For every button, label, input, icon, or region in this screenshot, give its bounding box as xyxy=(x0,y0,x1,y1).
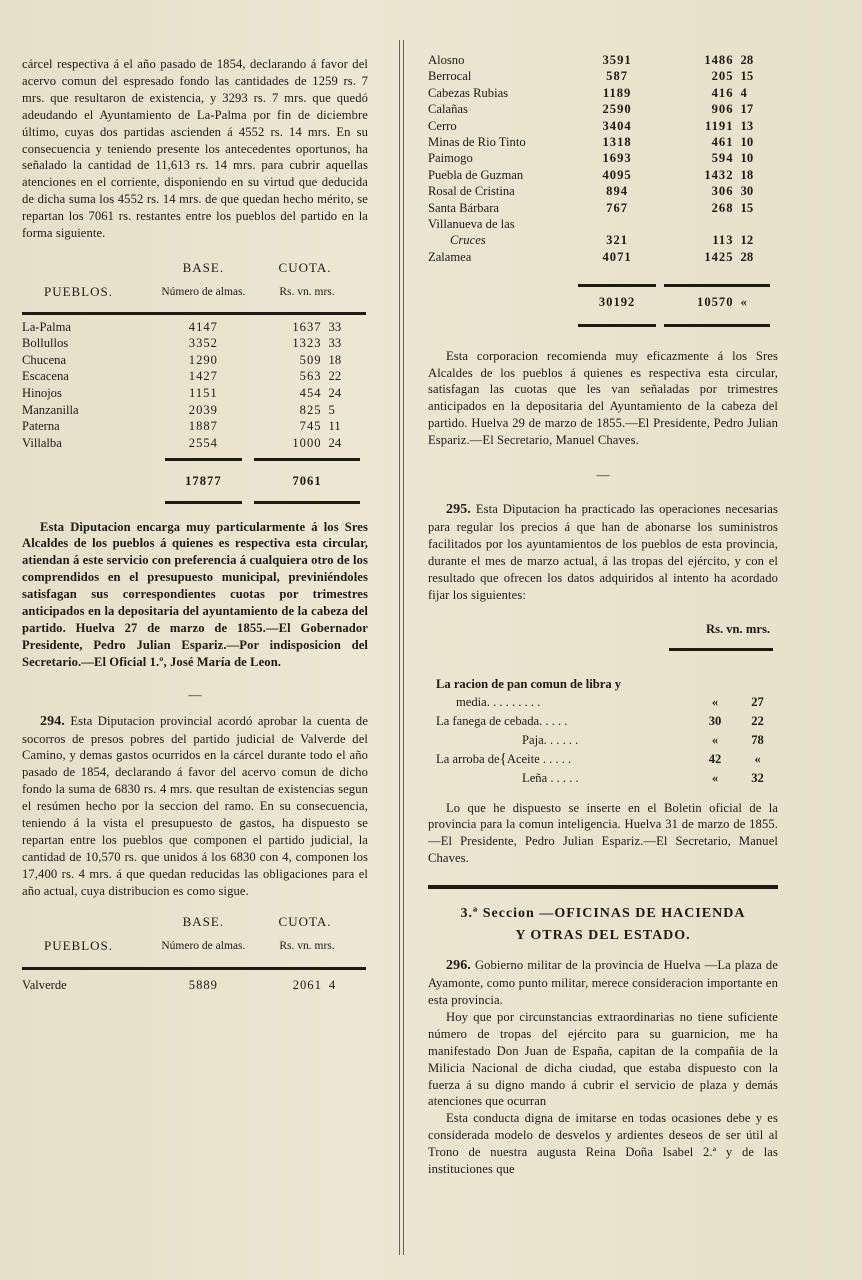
table-row: Puebla de Guzman 4095 1432 18 xyxy=(428,167,754,182)
table-row: Rosal de Cristina 894 306 30 xyxy=(428,184,754,199)
col-cuota-header: CUOTA. xyxy=(278,259,332,275)
table-row: La-Palma 4147 1637 33 xyxy=(22,319,342,334)
table-row: Chucena 1290 509 18 xyxy=(22,352,342,367)
section-title-line2: Y OTRAS DEL ESTADO. xyxy=(515,928,691,944)
paragraph-296-b: Hoy que por circunstancias extraordinarias no tiene suficiente número de tropas del ejército para su guarnicion, me ha manifestado Don Juan de España, capitan de la compañia de la Milicia Nacional de dicha ciudad, que estaba dispuesto con la fuerza á su digno mando á cubrir el servicio de plaza y demás atenciones que ocurran xyxy=(428,1009,778,1109)
paragraph-296: 296. Gobierno militar de la provincia de Huelva —La plaza de Ayamonte, como punto militar, merece consideracion importante en esta provincia. xyxy=(428,958,779,1007)
paragraph-295: 295. Esta Diputacion ha practicado las operaciones necesarias para regular los precios á que han de abonarse los suministros facilitados por los ayuntamientos de los pueblos de esta provincia, durante el mes de marzo actual, á las tropas del ejército, y con el resultado que ofrecen los datos adquiridos al intento ha acordado fijar los siguientes: xyxy=(428,502,778,602)
table-header-rule xyxy=(22,967,366,970)
paragraph-corporacion: Esta corporacion recomienda muy eficazmente á los Sres Alcaldes de los pueblos á quienes es respectiva esta circular, satisfagan las cuotas que les van señaladas por trimestres anticipados en la depositaria del Ayuntamiento de la cabeza del partido. Huelva 29 de marzo de 1855.—El Presidente, Pedro Julian Espariz.—El Secretario, Manuel Chaves. xyxy=(428,348,778,448)
distribution-table-valverde xyxy=(22,914,366,997)
col-base-subheader: Número de almas. xyxy=(161,939,246,952)
col-base-header: BASE. xyxy=(182,913,225,929)
price-row: Leña . . . . . « 32 xyxy=(522,770,764,785)
price-row: La fanega de cebada. . . . . 30 22 xyxy=(436,713,764,728)
table-row: Santa Bárbara 767 268 15 xyxy=(428,200,754,215)
table-row: Hinojos 1151 454 24 xyxy=(22,385,342,400)
paragraph-encarga: Esta Diputacion encarga muy particularmente á los Sres Alcaldes de los pueblos á quienes es respectiva esta circular, atiendan á este servicio con preferencia á cualquiera otro de los comprendidos en el presupuesto municipal, previniéndoles satisfagan sus correspondientes cuotas por trimestres anticipados en la depositaria del ayuntamiento de la cabeza del partido. Huelva 27 de marzo de 1855.—El Gobernador Presidente, Pedro Julian Espariz.—Por indisposicion del Secretario.—El Oficial 1.º, José María de Leon. xyxy=(22,519,368,669)
price-table-header: Rs. vn. mrs. xyxy=(705,622,770,637)
intro-paragraph: cárcel respectiva á el año pasado de 1854, declarando á favor del acervo comun del espresado fondo las cantidades de 1259 rs. 7 mrs. que resultaron de existencia, y 3293 rs. 7 mrs. que quedó adeudando el Ayuntamiento de La-Palma por fin de diciembre último, cuyas dos partidas ascienden á 4552 rs. 14 mrs. En su consecuencia y teniendo presente los antecedentes oportunos, ha señalado la cantidad de 11,613 rs. 14 mrs. para cubrir aquellas atenciones en el corriente, disponiendo en su virtud que deducida de dicha suma los 4552 rs. 14 mrs. de que quedan hecho mérito, se repartan los 7061 rs. restantes entre los pueblos del partido en la forma siguiente. xyxy=(22,57,368,241)
table-row: Valverde 5889 2061 4 xyxy=(22,977,336,992)
table-row: Bollullos 3352 1323 33 xyxy=(22,336,342,351)
section-title-line1: 3.ª Seccion —OFICINAS DE HACIENDA xyxy=(460,906,746,922)
table-header-rule xyxy=(22,312,366,315)
section-dash: — xyxy=(596,467,610,483)
arroba-label: La arroba de xyxy=(436,751,500,766)
col-base-subheader: Número de almas. xyxy=(161,286,246,299)
section-rule xyxy=(428,885,778,889)
right-column xyxy=(428,0,778,1178)
col-base-header: BASE. xyxy=(182,259,225,275)
col-cuota-subheader: Rs. vn. mrs. xyxy=(279,939,335,952)
item-number-296: 296. xyxy=(446,958,471,974)
section-dash: — xyxy=(188,686,202,702)
total-cuota: 10570 xyxy=(697,295,734,310)
price-row: La racion de pan comun de libra y xyxy=(436,676,622,691)
table-row: Paterna 1887 745 11 xyxy=(22,419,341,434)
total-base: 17877 xyxy=(185,473,222,488)
col-cuota-subheader: Rs. vn. mrs. xyxy=(279,286,335,299)
column-divider xyxy=(399,40,404,1255)
table-row: Paimogo 1693 594 10 xyxy=(428,151,754,166)
distribution-table-continued xyxy=(428,52,774,334)
paragraph-294: 294. Esta Diputacion provincial acordó aprobar la cuenta de socorros de presos pobres del partido judicial de Valverde del Camino, y demas gastos ocurridos en la cárcel durante todo el año pasado de 1854, declarando á favor del acervo comun de dicho fondo la suma de 6830 rs. 4 mrs. que resultan de existencias segun el resúmen hecho por la seccion del ramo. En su consecuencia, teniendo á la vista el presupuesto de gastos, ha dispuesto se repartan entre los pueblos que componen el partido judicial, la cantidad de 10,570 rs. que unidos á los 6830 con 4, componen los 17,400 rs. 4 mrs. á que quedan reducidas las obligaciones para el año actual, cuya distribucion es como sigue. xyxy=(22,713,369,898)
total-mrs: « xyxy=(740,295,747,310)
table-row: Calañas 2590 906 17 xyxy=(428,102,754,117)
table-row: Berrocal 587 205 15 xyxy=(428,69,754,84)
table-row: Escacena 1427 563 22 xyxy=(22,369,342,384)
price-row: media. . . . . . . . . « 27 xyxy=(456,694,764,709)
table-row: Cerro 3404 1191 13 xyxy=(428,118,754,133)
brace-icon: { xyxy=(499,750,507,767)
distribution-table-la-palma xyxy=(22,260,366,511)
table-row: Villalba 2554 1000 24 xyxy=(22,435,342,450)
item-number-294: 294. xyxy=(40,713,65,729)
item-number-295: 295. xyxy=(446,502,471,518)
paragraph-dispuesto: Lo que he dispuesto se inserte en el Boletin oficial de la provincia para la comun inteligencia. Huelva 31 de marzo de 1855.—El Presidente, Pedro Julian Espariz.—El Secretario, Manuel Chaves. xyxy=(428,800,778,866)
table-row: Alosno 3591 1486 28 xyxy=(428,53,754,67)
left-column xyxy=(22,0,368,996)
table-total-row xyxy=(428,287,774,317)
table-row: Cruces 321 113 12 xyxy=(450,233,754,248)
table-row: Minas de Rio Tinto 1318 461 10 xyxy=(428,135,754,150)
table-row: Manzanilla 2039 825 5 xyxy=(22,402,335,417)
table-total-row xyxy=(22,468,366,494)
total-cuota: 7061 xyxy=(292,473,322,488)
col-pueblos-header: PUEBLOS. xyxy=(44,284,114,300)
price-row: Paja. . . . . . « 78 xyxy=(522,732,764,747)
price-table xyxy=(428,618,774,788)
table-row: Cabezas Rubias 1189 416 4 xyxy=(428,85,747,100)
price-row: La arroba de{Aceite . . . . . 42 « xyxy=(436,750,761,767)
total-base: 30192 xyxy=(598,295,636,310)
paragraph-296-c: Esta conducta digna de imitarse en todas ocasiones debe y es considerada modelo de desvelos y ardientes deseos de ser útil al Trono de nuestra augusta Reina Doña Isabel 2.ª y de las instituciones que xyxy=(428,1111,778,1177)
table-row: Zalamea 4071 1425 28 xyxy=(428,249,754,264)
col-cuota-header: CUOTA. xyxy=(278,913,332,929)
table-row: Villanueva de las xyxy=(428,217,515,232)
col-pueblos-header: PUEBLOS. xyxy=(44,937,114,953)
